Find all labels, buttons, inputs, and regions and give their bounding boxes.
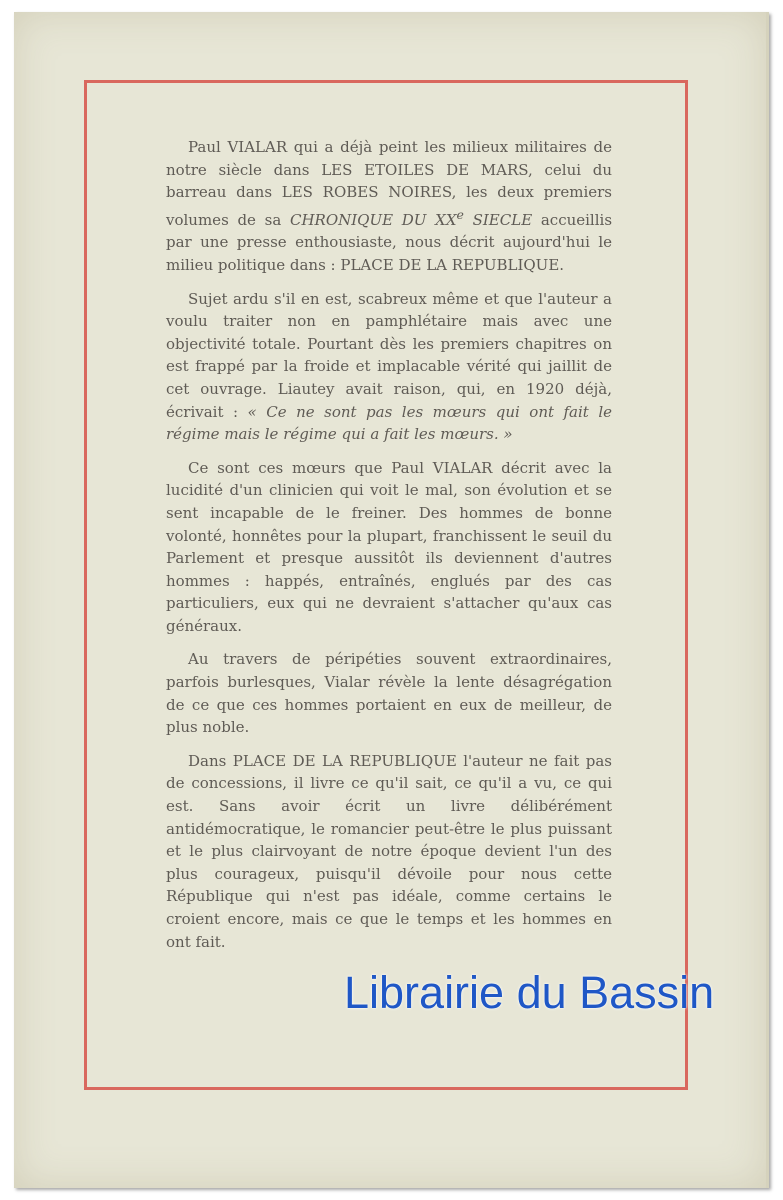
blurb-p2-quote: « Ce ne sont pas les mœurs qui ont fait le régime mais le régime qui a fait les mœurs. » [166, 402, 613, 444]
blurb-paragraph-1 [166, 136, 612, 277]
blurb-p1-series-title-end: SIECLE [463, 210, 533, 229]
blurb-p2-text: Sujet ardu s'il en est, scabreux même et que l'auteur a voulu traiter non en pamphlétaire mais avec une objectivité totale. Pourtant dès les premiers chapitres on est frappé par la froide et implacable vérité qui jaillit de cet ouvrage. Liautey avait raison, qui, en 1920 déjà, écrivait : [166, 289, 612, 421]
blurb-p1-text-e: accueillis par une presse enthousiaste, nous décrit aujourd'hui le milieu politique dans : PLACE DE LA REPUBLIQUE. [166, 210, 613, 274]
blurb-p1-superscript: e [456, 206, 464, 222]
blurb-p1-text-a: Paul VIALAR qui a déjà peint les milieux militaires de notre siècle dans LES ETOILES DE MARS, celui du barreau dans LES ROBES NOIRES, les deux premiers volumes de sa [166, 138, 612, 229]
blurb-p1-series-title: CHRONIQUE DU XX [289, 210, 457, 229]
blurb-paragraph-4: Au travers de péripéties souvent extraordinaires, parfois burlesques, Vialar révèle la lente désagrégation de ce que ces hommes portaient en eux de meilleur, de plus noble. [166, 650, 612, 737]
bookshop-watermark: Librairie du Bassin [344, 967, 715, 1018]
blurb-paragraph-5: Dans PLACE DE LA REPUBLIQUE l'auteur ne fait pas de concessions, il livre ce qu'il sait, ce qu'il a vu, ce qui est. Sans avoir écrit un livre délibérément antidémocratique, le romancier peut-être le plus puissant et le plus clairvoyant de notre époque devient l'un des plus courageux, puisqu'il dévoile pour nous cette République qui n'est pas idéale, comme certains le croient encore, mais ce que le temps et les hommes en ont fait. [166, 751, 612, 951]
back-cover-blurb [166, 136, 612, 964]
blurb-paragraph-2 [166, 288, 612, 446]
blurb-paragraph-3: Ce sont ces mœurs que Paul VIALAR décrit avec la lucidité d'un clinicien qui voit le mal, son évolution et se sent incapable de le freiner. Des hommes de bonne volonté, honnêtes pour la plupart, franchissent le seuil du Parlement et presque aussitôt ils deviennent d'autres hommes : happés, entraînés, englués par des cas particuliers, eux qui ne devraient s'attacher qu'aux cas généraux. [166, 458, 612, 635]
